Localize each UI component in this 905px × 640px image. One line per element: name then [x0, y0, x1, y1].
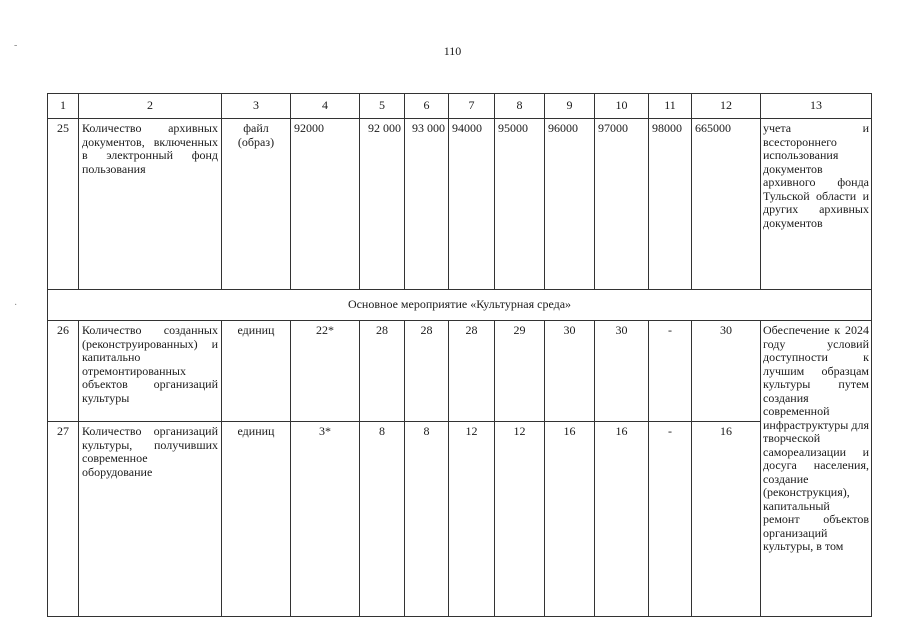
header-cell: 9	[545, 94, 595, 119]
value-cell: 95000	[495, 119, 545, 290]
indicator-name: Количество созданных (реконструированных) и капитально отремонтированных объектов организаций культуры	[79, 321, 222, 422]
margin-dash: -	[14, 40, 18, 51]
value-cell: 94000	[449, 119, 495, 290]
row-number: 26	[48, 321, 79, 422]
header-cell: 13	[761, 94, 872, 119]
table-row-26	[48, 321, 872, 422]
value-cell: 96000	[545, 119, 595, 290]
section-title: Основное мероприятие «Культурная среда»	[48, 290, 872, 321]
header-cell: 5	[360, 94, 405, 119]
value-cell: 16	[545, 422, 595, 617]
value-cell: 92 000	[360, 119, 405, 290]
value-cell: 28	[449, 321, 495, 422]
value-cell: 30	[545, 321, 595, 422]
value-cell: 92000	[291, 119, 360, 290]
row-number: 25	[48, 119, 79, 290]
unit-cell: файл (образ)	[222, 119, 291, 290]
header-cell: 6	[405, 94, 449, 119]
header-cell: 3	[222, 94, 291, 119]
table-row-25	[48, 119, 872, 290]
section-row	[48, 290, 872, 321]
page-number: 110	[443, 44, 462, 58]
value-cell: 29	[495, 321, 545, 422]
header-cell: 12	[692, 94, 761, 119]
row-number: 27	[48, 422, 79, 617]
value-cell: 12	[449, 422, 495, 617]
header-cell: 1	[48, 94, 79, 119]
value-cell: 30	[692, 321, 761, 422]
value-cell: 16	[692, 422, 761, 617]
header-cell: 11	[649, 94, 692, 119]
header-cell: 2	[79, 94, 222, 119]
indicator-name: Количество архивных документов, включенных в электронный фонд пользования	[79, 119, 222, 290]
table-row-27	[48, 422, 872, 617]
value-cell: 30	[595, 321, 649, 422]
note-cell: учета и всестороннего использования документов архивного фонда Тульской области и других архивных документов	[761, 119, 872, 290]
value-cell: -	[649, 422, 692, 617]
value-cell: 12	[495, 422, 545, 617]
value-cell: 8	[360, 422, 405, 617]
unit-cell: единиц	[222, 422, 291, 617]
value-cell: 3*	[291, 422, 360, 617]
value-cell: 97000	[595, 119, 649, 290]
header-cell: 8	[495, 94, 545, 119]
indicator-table	[47, 93, 872, 617]
unit-cell: единиц	[222, 321, 291, 422]
value-cell: 93 000	[405, 119, 449, 290]
value-cell: 28	[405, 321, 449, 422]
note-cell: Обеспечение к 2024 году условий доступности к лучшим образцам культуры путем создания современной инфраструктуры для творческой самореализации и досуга населения, создание (реконструкция), капитальный ремонт объектов организаций культуры, в том	[761, 321, 872, 617]
header-cell: 4	[291, 94, 360, 119]
value-cell: 22*	[291, 321, 360, 422]
header-cell: 10	[595, 94, 649, 119]
value-cell: 8	[405, 422, 449, 617]
indicator-name: Количество организаций культуры, получивших современное оборудование	[79, 422, 222, 617]
value-cell: 665000	[692, 119, 761, 290]
value-cell: 98000	[649, 119, 692, 290]
header-row	[48, 94, 872, 119]
margin-dot: ·	[14, 300, 18, 311]
value-cell: 28	[360, 321, 405, 422]
header-cell: 7	[449, 94, 495, 119]
value-cell: -	[649, 321, 692, 422]
value-cell: 16	[595, 422, 649, 617]
